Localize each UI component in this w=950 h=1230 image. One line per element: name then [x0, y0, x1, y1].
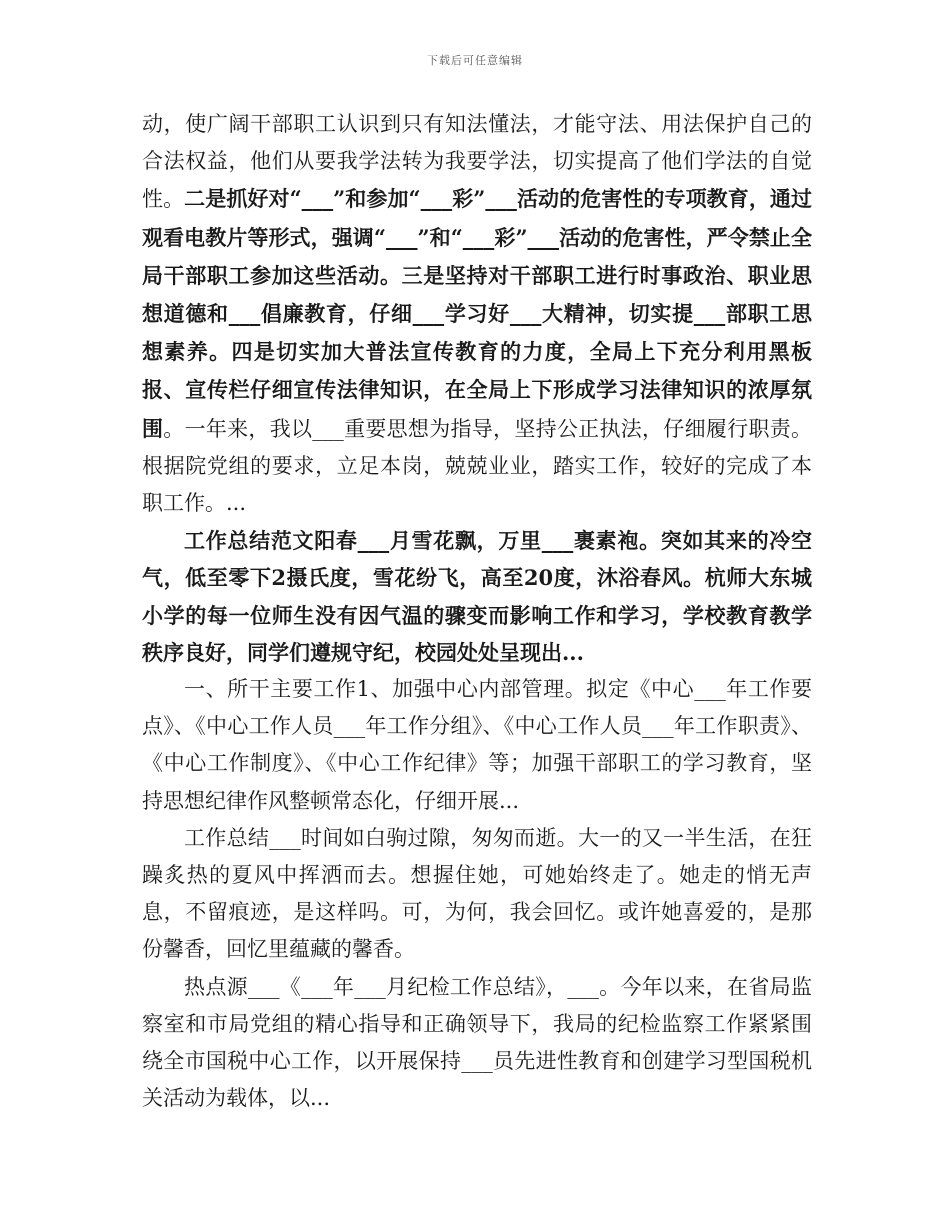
paragraph-5	[142, 969, 812, 1118]
paragraph-4	[142, 820, 812, 969]
paragraph-1-bold-text: 二是抓好对“___”和参加“___彩”___活动的危害性的专项教育，通过观看电教片等形式，强调“___”和“___彩”___活动的危害性，严令禁止全局干部职工参加这些活动。三是坚持对干部职工进行时事政治、职业思想道德和___倡廉教育，仔细___学习好___大精神，切实提___部职工思想素养。四是切实加大普法宣传教育的力度，全局上下充分利用黑板报、宣传栏仔细宣传法律知识，在全局上下形成学习法律知识的浓厚氛围	[142, 186, 812, 441]
paragraph-1	[142, 106, 812, 522]
paragraph-1-text: 动，使广阔干部职工认识到只有知法懂法，才能守法、用法保护自己的合法权益，他们从要我学法转为我要学法，切实提高了他们学法的自觉性。	[142, 112, 812, 212]
paragraph-3-text: 一、所干主要工作1、加强中心内部管理。拟定《中心___年工作要点》、《中心工作人员___年工作分组》、《中心工作人员___年工作职责》、《中心工作制度》、《中心工作纪律》等；加强干部职工的学习教育，坚持思想纪律作风整顿常态化，仔细开展...	[142, 677, 812, 813]
paragraph-5-text: 热点源___《___年___月纪检工作总结》，___。今年以来，在省局监察室和市局党组的精心指导和正确领导下，我局的纪检监察工作紧紧围绕全市国税中心工作，以开展保持___员先进性教育和创建学习型国税机关活动为载体，以...	[142, 974, 812, 1111]
paragraph-2	[142, 522, 812, 671]
paragraph-2-text: 工作总结范文阳春___月雪花飘，万里___裹素袍。突如其来的冷空气，低至零下2摄氏度，雪花纷飞，高至20度，沐浴春风。杭师大东城小学的每一位师生没有因气温的骤变而影响工作和学习，学校教育教学秩序良好，同学们遵规守纪，校园处处呈现出...	[142, 528, 812, 665]
paragraph-1-tail-text: 。一年来，我以___重要思想为指导，坚持公正执法，仔细履行职责。根据院党组的要求，立足本岗，兢兢业业，踏实工作，较好的完成了本职工作。...	[142, 416, 813, 516]
document-body	[142, 106, 812, 1117]
paragraph-4-text: 工作总结___时间如白驹过隙，匆匆而逝。大一的又一半生活，在狂躁炙热的夏风中挥洒而去。想握住她，可她始终走了。她走的悄无声息，不留痕迹，是这样吗。可，为何，我会回忆。或许她喜爱的，是那份馨香，回忆里蕴藏的馨香。	[142, 825, 812, 962]
page-header: 下载后可任意编辑	[427, 54, 523, 67]
paragraph-3	[142, 671, 812, 820]
